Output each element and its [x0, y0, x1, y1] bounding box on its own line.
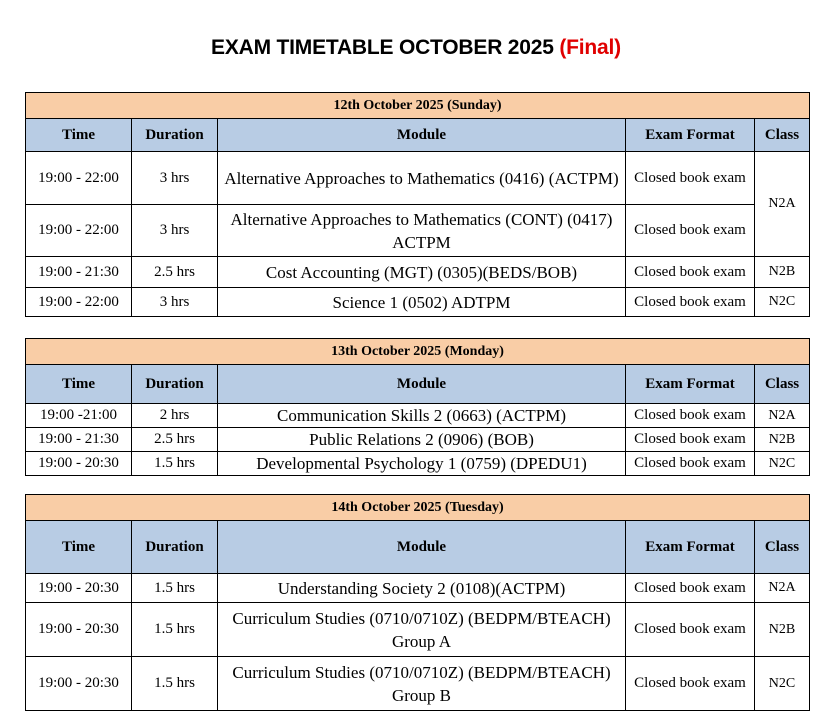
format-cell: Closed book exam	[626, 257, 755, 288]
day-heading-row	[26, 93, 810, 119]
table-row	[26, 574, 810, 603]
time-cell: 19:00 - 20:30	[26, 657, 132, 711]
table-row	[26, 603, 810, 657]
duration-cell: 2.5 hrs	[132, 428, 218, 452]
duration-cell: 3 hrs	[132, 152, 218, 205]
col-header-class: Class	[755, 119, 810, 152]
col-header-time: Time	[26, 365, 132, 404]
table-row	[26, 288, 810, 317]
duration-cell: 1.5 hrs	[132, 603, 218, 657]
module-cell: Understanding Society 2 (0108)(ACTPM)	[218, 574, 626, 603]
time-cell: 19:00 - 20:30	[26, 452, 132, 476]
time-cell: 19:00 - 22:00	[26, 205, 132, 257]
format-cell: Closed book exam	[626, 288, 755, 317]
module-cell: Developmental Psychology 1 (0759) (DPEDU1)	[218, 452, 626, 476]
col-header-time: Time	[26, 521, 132, 574]
col-header-class: Class	[755, 365, 810, 404]
day-heading-row	[26, 339, 810, 365]
format-cell: Closed book exam	[626, 404, 755, 428]
timetable-day-2	[25, 338, 810, 476]
col-header-format: Exam Format	[626, 521, 755, 574]
module-cell: Alternative Approaches to Mathematics (CONT) (0417) ACTPM	[218, 205, 626, 257]
col-header-duration: Duration	[132, 521, 218, 574]
col-header-time: Time	[26, 119, 132, 152]
day-heading-row	[26, 495, 810, 521]
col-header-duration: Duration	[132, 365, 218, 404]
module-cell: Science 1 (0502) ADTPM	[218, 288, 626, 317]
duration-cell: 1.5 hrs	[132, 574, 218, 603]
page-title-text: EXAM TIMETABLE OCTOBER 2025	[211, 36, 560, 59]
col-header-duration: Duration	[132, 119, 218, 152]
duration-cell: 3 hrs	[132, 288, 218, 317]
class-cell: N2B	[755, 428, 810, 452]
column-header-row	[26, 119, 810, 152]
table-row	[26, 205, 810, 257]
module-cell: Curriculum Studies (0710/0710Z) (BEDPM/BTEACH) Group A	[218, 603, 626, 657]
module-cell: Communication Skills 2 (0663) (ACTPM)	[218, 404, 626, 428]
class-cell: N2B	[755, 257, 810, 288]
class-cell: N2C	[755, 657, 810, 711]
final-status-label: (Final)	[559, 36, 621, 59]
time-cell: 19:00 - 20:30	[26, 574, 132, 603]
page-title	[0, 36, 832, 60]
module-cell: Alternative Approaches to Mathematics (0416) (ACTPM)	[218, 152, 626, 205]
day-heading: 13th October 2025 (Monday)	[26, 339, 810, 365]
col-header-module: Module	[218, 521, 626, 574]
table-row	[26, 657, 810, 711]
format-cell: Closed book exam	[626, 657, 755, 711]
day-heading: 12th October 2025 (Sunday)	[26, 93, 810, 119]
module-cell: Cost Accounting (MGT) (0305)(BEDS/BOB)	[218, 257, 626, 288]
time-cell: 19:00 - 22:00	[26, 152, 132, 205]
col-header-module: Module	[218, 365, 626, 404]
timetable-day-1	[25, 92, 810, 317]
class-cell: N2A	[755, 574, 810, 603]
class-cell: N2A	[755, 152, 810, 257]
format-cell: Closed book exam	[626, 452, 755, 476]
time-cell: 19:00 - 21:30	[26, 257, 132, 288]
col-header-module: Module	[218, 119, 626, 152]
duration-cell: 1.5 hrs	[132, 657, 218, 711]
format-cell: Closed book exam	[626, 205, 755, 257]
column-header-row	[26, 365, 810, 404]
module-cell: Public Relations 2 (0906) (BOB)	[218, 428, 626, 452]
duration-cell: 2.5 hrs	[132, 257, 218, 288]
column-header-row	[26, 521, 810, 574]
table-row	[26, 452, 810, 476]
format-cell: Closed book exam	[626, 152, 755, 205]
duration-cell: 1.5 hrs	[132, 452, 218, 476]
day-heading: 14th October 2025 (Tuesday)	[26, 495, 810, 521]
table-row	[26, 428, 810, 452]
time-cell: 19:00 - 20:30	[26, 603, 132, 657]
class-cell: N2C	[755, 452, 810, 476]
table-row	[26, 404, 810, 428]
table-row	[26, 257, 810, 288]
timetable-day-3	[25, 494, 810, 711]
col-header-format: Exam Format	[626, 119, 755, 152]
class-cell: N2A	[755, 404, 810, 428]
col-header-format: Exam Format	[626, 365, 755, 404]
class-cell: N2B	[755, 603, 810, 657]
format-cell: Closed book exam	[626, 603, 755, 657]
time-cell: 19:00 - 21:30	[26, 428, 132, 452]
duration-cell: 3 hrs	[132, 205, 218, 257]
col-header-class: Class	[755, 521, 810, 574]
time-cell: 19:00 - 22:00	[26, 288, 132, 317]
time-cell: 19:00 -21:00	[26, 404, 132, 428]
format-cell: Closed book exam	[626, 428, 755, 452]
module-cell: Curriculum Studies (0710/0710Z) (BEDPM/BTEACH) Group B	[218, 657, 626, 711]
format-cell: Closed book exam	[626, 574, 755, 603]
table-row	[26, 152, 810, 205]
class-cell: N2C	[755, 288, 810, 317]
duration-cell: 2 hrs	[132, 404, 218, 428]
